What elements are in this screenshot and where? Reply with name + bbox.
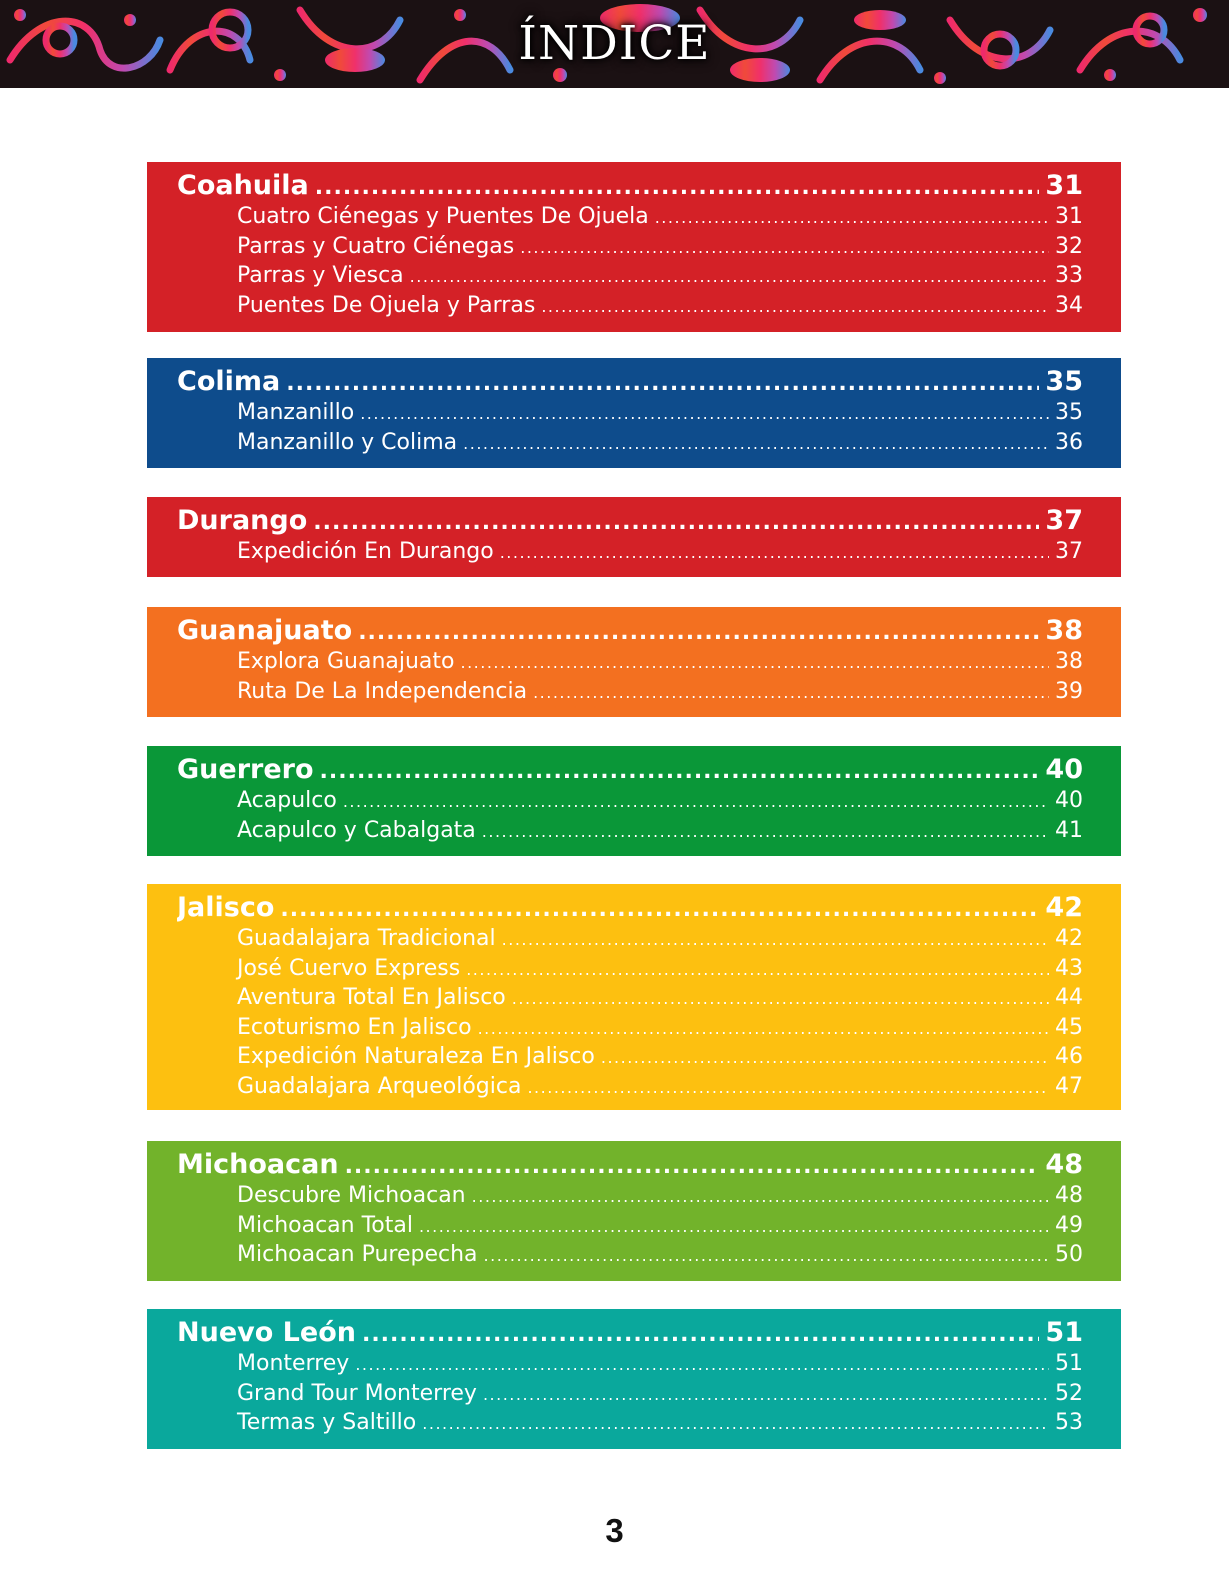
list-item[interactable] xyxy=(177,234,1083,264)
section-page: 51 xyxy=(1045,1317,1083,1348)
item-label: Expedición En Durango xyxy=(237,539,494,564)
item-label: Acapulco xyxy=(237,788,337,813)
list-item[interactable] xyxy=(177,1213,1083,1243)
dot-leader xyxy=(520,238,1049,257)
section-name: Nuevo León xyxy=(177,1317,356,1348)
item-label: Cuatro Ciénegas y Puentes De Ojuela xyxy=(237,204,649,229)
list-item[interactable] xyxy=(177,430,1083,460)
list-item[interactable] xyxy=(177,539,1083,569)
item-label: Explora Guanajuato xyxy=(237,649,455,674)
section-heading[interactable] xyxy=(177,366,1083,400)
item-page: 34 xyxy=(1055,292,1083,318)
section-page: 35 xyxy=(1045,366,1083,397)
item-page: 45 xyxy=(1055,1014,1083,1040)
dot-leader xyxy=(472,1187,1049,1206)
item-label: Parras y Cuatro Ciénegas xyxy=(237,233,515,259)
dot-leader xyxy=(601,1048,1049,1067)
section-page: 40 xyxy=(1045,754,1083,785)
item-label: Michoacan Purepecha xyxy=(237,1242,478,1267)
dot-leader xyxy=(410,267,1049,286)
dot-leader xyxy=(313,510,1039,535)
item-label: Termas y Saltillo xyxy=(237,1410,417,1435)
dot-leader xyxy=(484,1246,1049,1265)
list-item[interactable] xyxy=(177,204,1083,234)
list-item[interactable] xyxy=(177,649,1083,679)
item-page: 51 xyxy=(1055,1351,1083,1376)
header-banner xyxy=(0,0,1229,88)
item-page: 46 xyxy=(1055,1044,1083,1069)
list-item[interactable] xyxy=(177,1183,1083,1213)
list-item[interactable] xyxy=(177,818,1083,848)
dot-leader xyxy=(533,683,1049,702)
item-page: 44 xyxy=(1055,985,1083,1010)
section-page: 31 xyxy=(1045,170,1083,201)
section-page: 48 xyxy=(1045,1149,1083,1180)
dot-leader xyxy=(280,897,1039,922)
list-item[interactable] xyxy=(177,400,1083,430)
item-label: Monterrey xyxy=(237,1351,350,1376)
item-label: Manzanillo y Colima xyxy=(237,429,458,455)
section-page: 42 xyxy=(1045,892,1083,923)
item-page: 47 xyxy=(1055,1073,1083,1099)
dot-leader xyxy=(483,1385,1049,1404)
dot-leader xyxy=(461,653,1050,672)
item-page: 39 xyxy=(1055,678,1083,704)
item-page: 43 xyxy=(1055,955,1083,981)
dot-leader xyxy=(422,1414,1049,1433)
item-page: 32 xyxy=(1055,233,1083,259)
list-item[interactable] xyxy=(177,1015,1083,1045)
dot-leader xyxy=(478,1019,1049,1038)
dot-leader xyxy=(502,930,1049,949)
section-guerrero xyxy=(147,746,1121,856)
item-label: Michoacan Total xyxy=(237,1212,413,1238)
dot-leader xyxy=(343,792,1049,811)
item-label: José Cuervo Express xyxy=(237,955,461,981)
section-name: Durango xyxy=(177,505,308,536)
section-name: Coahuila xyxy=(177,170,309,201)
dot-leader xyxy=(463,434,1049,453)
item-label: Guadalajara Tradicional xyxy=(237,926,496,951)
dot-leader xyxy=(315,175,1040,200)
item-page: 48 xyxy=(1055,1183,1083,1208)
dot-leader xyxy=(362,1322,1039,1347)
dot-leader xyxy=(500,543,1049,562)
dot-leader xyxy=(466,960,1049,979)
page-number: 3 xyxy=(605,1512,624,1549)
dot-leader xyxy=(541,297,1049,316)
item-page: 36 xyxy=(1055,429,1083,455)
section-durango xyxy=(147,497,1121,577)
dot-leader xyxy=(512,989,1049,1008)
list-item[interactable] xyxy=(177,1242,1083,1272)
section-name: Michoacan xyxy=(177,1149,339,1180)
dot-leader xyxy=(482,822,1049,841)
item-page: 53 xyxy=(1055,1410,1083,1435)
section-name: Colima xyxy=(177,366,281,397)
section-heading[interactable] xyxy=(177,170,1083,204)
dot-leader xyxy=(360,404,1049,423)
item-page: 49 xyxy=(1055,1212,1083,1238)
list-item[interactable] xyxy=(177,1410,1083,1440)
item-label: Expedición Naturaleza En Jalisco xyxy=(237,1044,595,1069)
section-heading[interactable] xyxy=(177,505,1083,539)
dot-leader xyxy=(355,1355,1049,1374)
dot-leader xyxy=(419,1217,1049,1236)
item-label: Grand Tour Monterrey xyxy=(237,1380,477,1406)
dot-leader xyxy=(320,759,1040,784)
list-item[interactable] xyxy=(177,263,1083,293)
section-page: 37 xyxy=(1045,505,1083,536)
section-name: Guerrero xyxy=(177,754,314,785)
dot-leader xyxy=(527,1078,1049,1097)
section-heading[interactable] xyxy=(177,754,1083,788)
list-item[interactable] xyxy=(177,926,1083,956)
item-page: 35 xyxy=(1055,400,1083,425)
item-label: Parras y Viesca xyxy=(237,263,404,288)
list-item[interactable] xyxy=(177,1074,1083,1104)
item-page: 33 xyxy=(1055,263,1083,288)
item-page: 37 xyxy=(1055,539,1083,564)
section-colima xyxy=(147,358,1121,468)
section-heading[interactable] xyxy=(177,1317,1083,1351)
list-item[interactable] xyxy=(177,679,1083,709)
section-coahuila xyxy=(147,162,1121,332)
dot-leader xyxy=(286,371,1039,396)
item-label: Ruta De La Independencia xyxy=(237,678,528,704)
section-guanajuato xyxy=(147,607,1121,717)
list-item[interactable] xyxy=(177,985,1083,1015)
item-page: 40 xyxy=(1055,788,1083,813)
index-title: ÍNDICE xyxy=(518,16,711,71)
item-label: Acapulco y Cabalgata xyxy=(237,817,476,843)
list-item[interactable] xyxy=(177,293,1083,323)
item-label: Descubre Michoacan xyxy=(237,1183,466,1208)
section-name: Jalisco xyxy=(177,892,275,923)
dot-leader xyxy=(358,620,1039,645)
item-label: Ecoturismo En Jalisco xyxy=(237,1014,472,1040)
item-page: 38 xyxy=(1055,649,1083,674)
section-jalisco xyxy=(147,884,1121,1110)
list-item[interactable] xyxy=(177,1044,1083,1074)
item-page: 50 xyxy=(1055,1242,1083,1267)
dot-leader xyxy=(655,208,1049,227)
item-label: Puentes De Ojuela y Parras xyxy=(237,292,536,318)
section-michoacan xyxy=(147,1141,1121,1281)
item-page: 52 xyxy=(1055,1380,1083,1406)
item-label: Aventura Total En Jalisco xyxy=(237,985,506,1010)
section-nuevo-leon xyxy=(147,1309,1121,1449)
item-label: Manzanillo xyxy=(237,400,355,425)
section-name: Guanajuato xyxy=(177,615,353,646)
section-heading[interactable] xyxy=(177,1149,1083,1183)
item-page: 42 xyxy=(1055,926,1083,951)
section-heading[interactable] xyxy=(177,892,1083,926)
section-page: 38 xyxy=(1045,615,1083,646)
list-item[interactable] xyxy=(177,788,1083,818)
item-page: 41 xyxy=(1055,817,1083,843)
list-item[interactable] xyxy=(177,956,1083,986)
list-item[interactable] xyxy=(177,1381,1083,1411)
section-heading[interactable] xyxy=(177,615,1083,649)
list-item[interactable] xyxy=(177,1351,1083,1381)
item-page: 31 xyxy=(1055,204,1083,229)
item-label: Guadalajara Arqueológica xyxy=(237,1073,522,1099)
dot-leader xyxy=(345,1154,1040,1179)
